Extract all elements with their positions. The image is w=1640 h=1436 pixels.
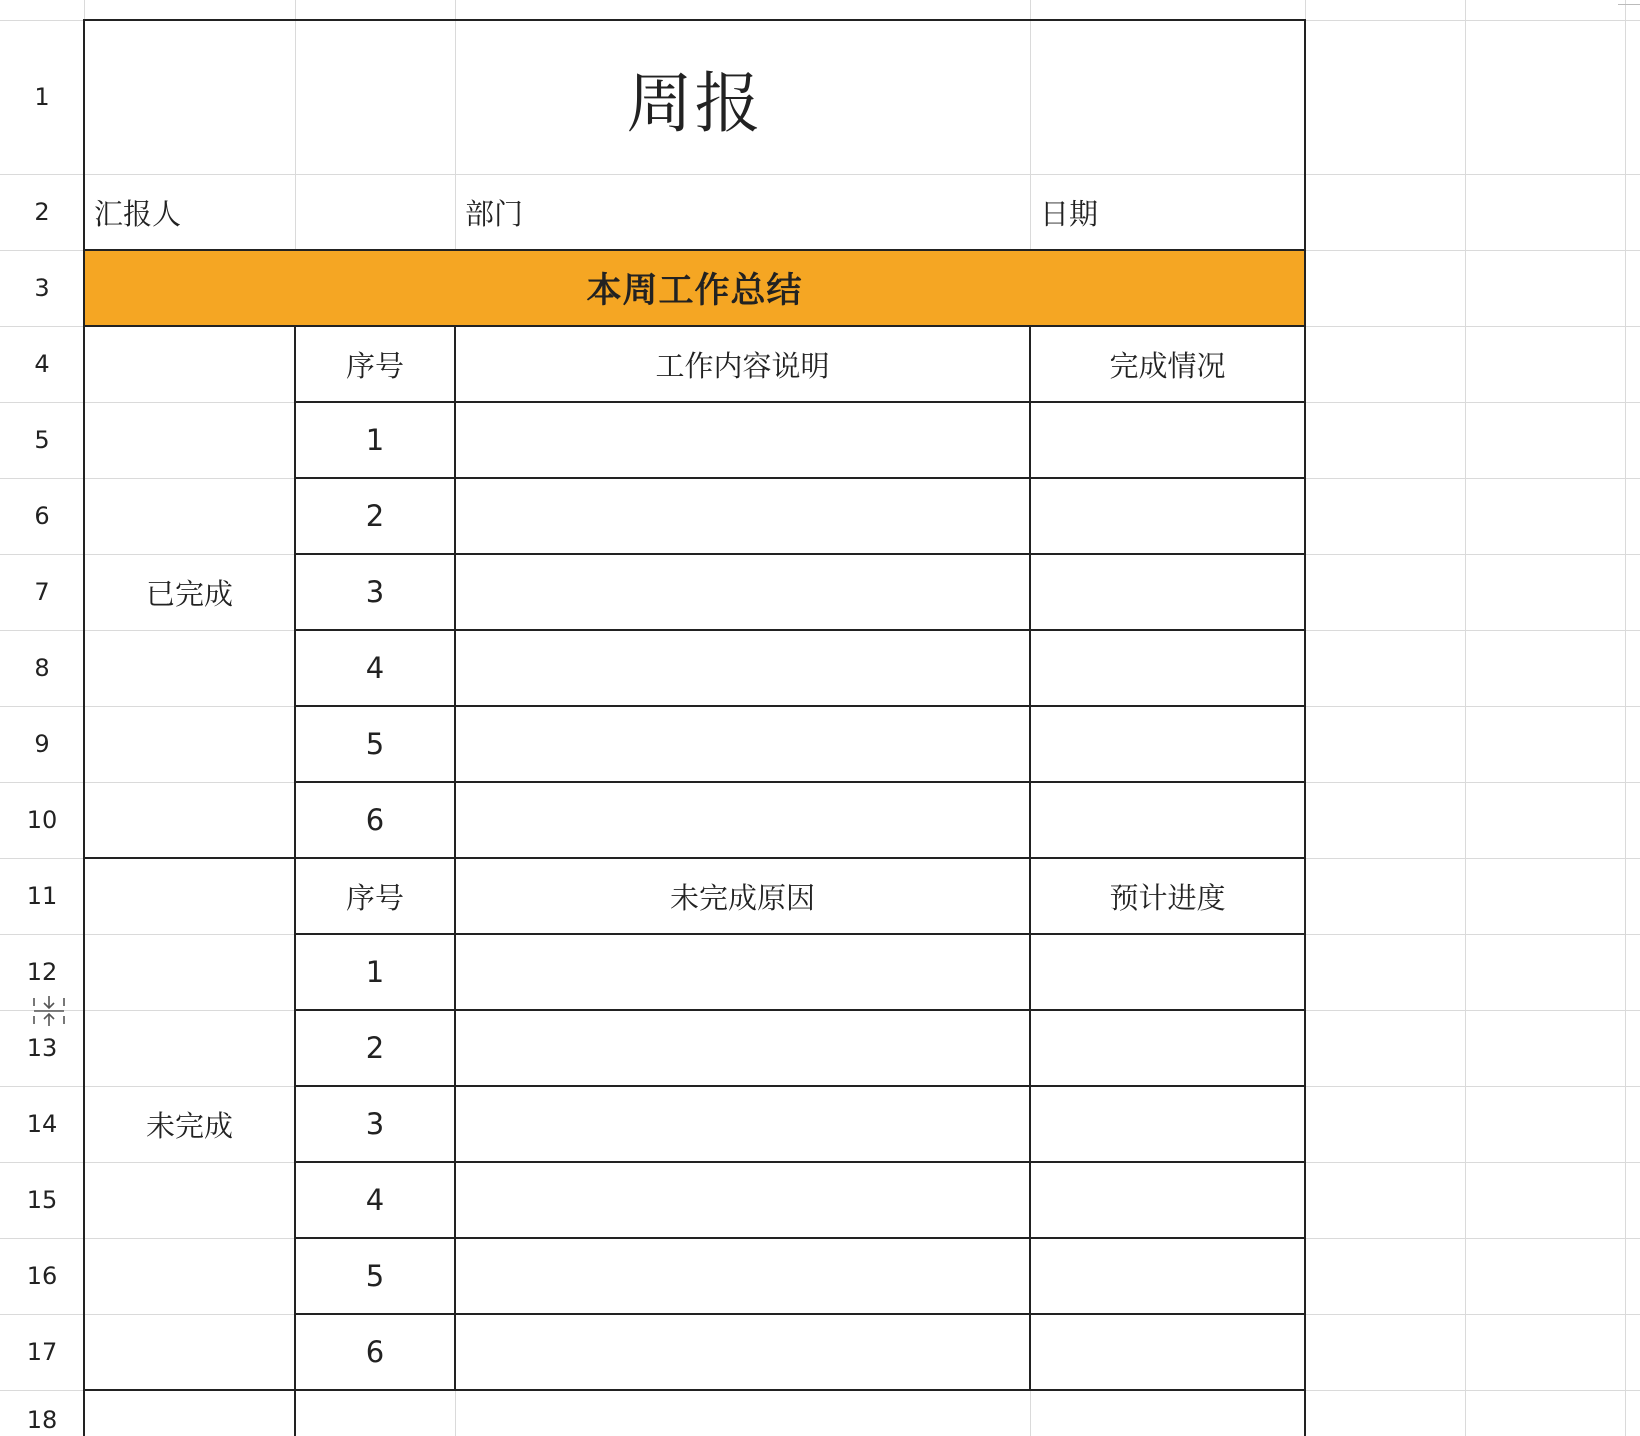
table-border	[83, 19, 85, 1436]
row-header[interactable]: 7	[34, 578, 50, 606]
row-header[interactable]: 13	[26, 1034, 58, 1062]
completed-status-cell[interactable]	[1030, 782, 1305, 858]
incomplete-header-no[interactable]: 序号	[345, 880, 404, 915]
completed-header-no[interactable]: 序号	[345, 348, 404, 383]
incomplete-reason-cell[interactable]	[455, 1086, 1030, 1162]
incomplete-reason-cell[interactable]	[455, 934, 1030, 1010]
incomplete-reason-cell[interactable]	[455, 1010, 1030, 1086]
row-header[interactable]: 10	[26, 806, 58, 834]
table-border	[1304, 19, 1306, 1436]
table-border	[294, 477, 1306, 479]
incomplete-reason-cell[interactable]	[455, 1238, 1030, 1314]
incomplete-row-no[interactable]: 5	[365, 1259, 385, 1293]
row-header[interactable]: 1	[34, 83, 50, 111]
collapse-rows-icon[interactable]	[32, 994, 66, 1028]
completed-content-cell[interactable]	[455, 478, 1030, 554]
gridline	[1465, 0, 1466, 1436]
row-header[interactable]: 2	[34, 198, 50, 226]
table-border	[83, 325, 1306, 327]
row-header[interactable]: 4	[34, 350, 50, 378]
row-header[interactable]: 5	[34, 426, 50, 454]
completed-row-no[interactable]: 1	[365, 423, 385, 457]
incomplete-header-reason[interactable]: 未完成原因	[669, 880, 815, 915]
row-header[interactable]: 8	[34, 654, 50, 682]
incomplete-header-progress[interactable]: 预计进度	[1109, 880, 1226, 915]
table-border	[1029, 325, 1031, 1391]
table-border	[294, 1161, 1306, 1163]
table-border	[294, 1313, 1306, 1315]
row-header[interactable]: 18	[26, 1406, 58, 1434]
table-border	[294, 325, 296, 1436]
table-border	[294, 629, 1306, 631]
table-border	[294, 933, 1306, 935]
completed-status-cell[interactable]	[1030, 402, 1305, 478]
table-border	[294, 1009, 1306, 1011]
sheet-title[interactable]: 周报	[626, 64, 763, 142]
table-border	[294, 1085, 1306, 1087]
table-border	[83, 249, 1306, 251]
completed-header-status[interactable]: 完成情况	[1109, 348, 1226, 383]
table-border	[294, 781, 1306, 783]
completed-content-cell[interactable]	[455, 630, 1030, 706]
row-header[interactable]: 16	[26, 1262, 58, 1290]
completed-content-cell[interactable]	[455, 706, 1030, 782]
reporter-value-cell[interactable]	[295, 174, 455, 250]
incomplete-row-no[interactable]: 2	[365, 1031, 385, 1065]
incomplete-progress-cell[interactable]	[1030, 1314, 1305, 1390]
date-label[interactable]: 日期	[1040, 196, 1099, 231]
completed-row-no[interactable]: 4	[365, 651, 385, 685]
completed-content-cell[interactable]	[455, 402, 1030, 478]
table-border	[454, 325, 456, 1391]
table-border	[294, 401, 1306, 403]
completed-row-no[interactable]: 2	[365, 499, 385, 533]
row-header[interactable]: 3	[34, 274, 50, 302]
incomplete-progress-cell[interactable]	[1030, 1162, 1305, 1238]
table-border	[294, 553, 1306, 555]
completed-row-no[interactable]: 6	[365, 803, 385, 837]
completed-group-label[interactable]: 已完成	[145, 576, 233, 611]
corner-indicator	[1618, 0, 1640, 5]
completed-status-cell[interactable]	[1030, 630, 1305, 706]
incomplete-group-label[interactable]: 未完成	[145, 1108, 233, 1143]
completed-row-no[interactable]: 3	[365, 575, 385, 609]
row-header[interactable]: 11	[26, 882, 58, 910]
row-header[interactable]: 12	[26, 958, 58, 986]
incomplete-row-no[interactable]: 6	[365, 1335, 385, 1369]
incomplete-progress-cell[interactable]	[1030, 1086, 1305, 1162]
completed-status-cell[interactable]	[1030, 554, 1305, 630]
completed-content-cell[interactable]	[455, 554, 1030, 630]
row-header[interactable]: 14	[26, 1110, 58, 1138]
reporter-label[interactable]: 汇报人	[94, 196, 182, 231]
table-border	[83, 857, 1306, 859]
table-border	[83, 1389, 1306, 1391]
incomplete-row-no[interactable]: 1	[365, 955, 385, 989]
row-header[interactable]: 9	[34, 730, 50, 758]
table-border	[83, 19, 1306, 21]
incomplete-reason-cell[interactable]	[455, 1314, 1030, 1390]
row-header[interactable]: 6	[34, 502, 50, 530]
completed-content-cell[interactable]	[455, 782, 1030, 858]
section-banner[interactable]: 本周工作总结	[84, 250, 1305, 326]
incomplete-progress-cell[interactable]	[1030, 1238, 1305, 1314]
incomplete-progress-cell[interactable]	[1030, 934, 1305, 1010]
incomplete-reason-cell[interactable]	[455, 1162, 1030, 1238]
row-header[interactable]: 17	[26, 1338, 58, 1366]
table-border	[294, 1237, 1306, 1239]
incomplete-row-no[interactable]: 3	[365, 1107, 385, 1141]
gridline	[1625, 0, 1626, 1436]
incomplete-row-no[interactable]: 4	[365, 1183, 385, 1217]
table-border	[294, 705, 1306, 707]
completed-header-content[interactable]: 工作内容说明	[655, 348, 830, 383]
row-header[interactable]: 15	[26, 1186, 58, 1214]
completed-status-cell[interactable]	[1030, 478, 1305, 554]
completed-row-no[interactable]: 5	[365, 727, 385, 761]
completed-status-cell[interactable]	[1030, 706, 1305, 782]
department-label[interactable]: 部门	[465, 196, 524, 231]
incomplete-progress-cell[interactable]	[1030, 1010, 1305, 1086]
